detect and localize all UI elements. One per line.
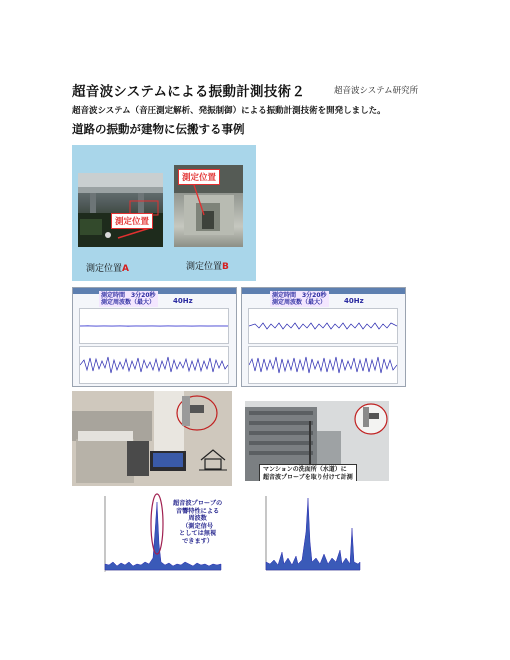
point-label-b: 測定位置	[178, 169, 220, 185]
house-vibration-icon	[199, 448, 227, 472]
measurement-location-panel	[72, 145, 256, 281]
max-frequency-value: 40Hz	[344, 297, 364, 305]
page-title: 超音波システムによる振動計測技術２	[72, 84, 306, 100]
mansion-caption: マンションの洗面所（水道）に 超音波プローブを取り付けて計測	[259, 464, 357, 481]
photo-location-b	[174, 165, 243, 247]
caption-location-b: 測定位置B	[186, 262, 229, 272]
waveform-window-b	[241, 287, 406, 387]
page-subtitle: 超音波システム（音圧測定解析、発振制御）による振動計測技術を開発しました。	[72, 106, 386, 116]
spectrum-chart-a	[95, 492, 225, 580]
point-label-a: 測定位置	[111, 213, 153, 229]
waveform-plot-lower	[79, 346, 229, 384]
organization-name: 超音波システム研究所	[334, 86, 419, 96]
spectrum-chart-b	[258, 492, 364, 580]
measurement-time-label: 測定時間 3分20秒 測定周波数（最大）	[101, 292, 156, 306]
waveform-plot-lower	[248, 346, 398, 384]
photo-washroom-setup	[72, 391, 232, 486]
waveform-plot-upper	[79, 308, 229, 344]
photo-location-a	[78, 173, 163, 247]
waveform-plot-upper	[248, 308, 398, 344]
section-heading: 道路の振動が建物に伝搬する事例	[72, 122, 245, 136]
max-frequency-value: 40Hz	[173, 297, 193, 305]
photo-mansion-building	[245, 401, 389, 481]
measurement-time-label: 測定時間 3分20秒 測定周波数（最大）	[272, 292, 327, 306]
spectrum-note: 超音波プローブの 音響特性による 周波数 （測定信号 としては無視 できます）	[173, 500, 223, 545]
caption-location-a: 測定位置A	[86, 264, 129, 274]
waveform-window-a	[72, 287, 237, 387]
